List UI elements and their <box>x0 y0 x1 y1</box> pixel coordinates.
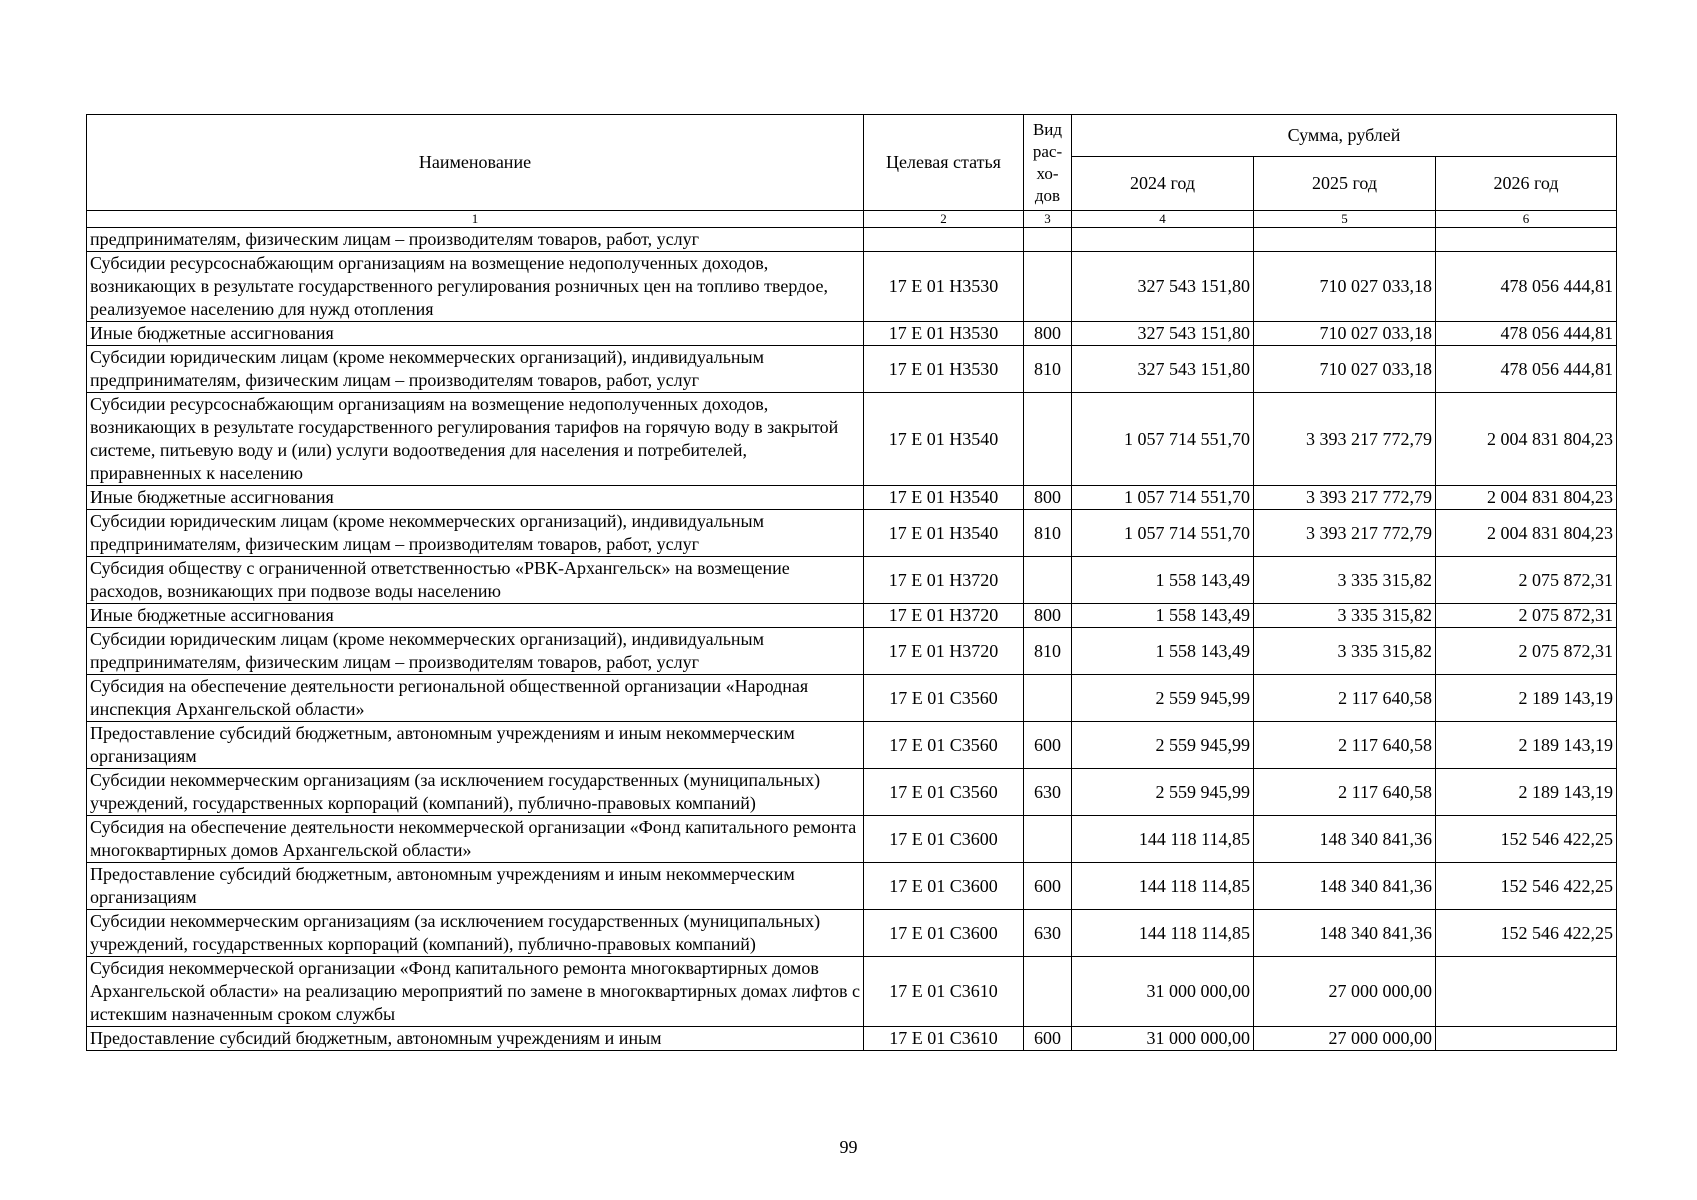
row-sum-2024: 1 057 714 551,70 <box>1072 393 1254 486</box>
row-name: Субсидия некоммерческой организации «Фонд капитального ремонта многоквартирных домов Архангельской области» на реализацию мероприятий по замене в многоквартирных домах лифтов с истекшим назначенным сроком службы <box>87 957 864 1027</box>
budget-table <box>86 114 1617 1051</box>
row-name: Иные бюджетные ассигнования <box>87 322 864 346</box>
row-expense-type: 630 <box>1024 910 1072 957</box>
row-expense-type <box>1024 675 1072 722</box>
table-row <box>87 510 1617 557</box>
row-sum-2024: 327 543 151,80 <box>1072 322 1254 346</box>
row-name: Субсидия обществу с ограниченной ответственностью «РВК-Архангельск» на возмещение расходов, возникающих при подвозе воды населению <box>87 557 864 604</box>
row-name: Субсидии некоммерческим организациям (за исключением государственных (муниципальных) учреждений, государственных корпораций (компаний), публично-правовых компаний) <box>87 910 864 957</box>
table-row <box>87 557 1617 604</box>
row-sum-2025: 3 335 315,82 <box>1254 557 1436 604</box>
table-header <box>87 115 1617 228</box>
row-sum-2026: 2 189 143,19 <box>1436 722 1617 769</box>
row-sum-2025: 148 340 841,36 <box>1254 816 1436 863</box>
row-sum-2025: 3 335 315,82 <box>1254 604 1436 628</box>
row-sum-2025: 2 117 640,58 <box>1254 769 1436 816</box>
header-year-2024: 2024 год <box>1072 157 1254 211</box>
row-expense-type <box>1024 816 1072 863</box>
header-sum: Сумма, рублей <box>1072 115 1617 157</box>
row-sum-2026: 152 546 422,25 <box>1436 863 1617 910</box>
row-sum-2026: 152 546 422,25 <box>1436 910 1617 957</box>
row-target-article: 17 Е 01 Н3720 <box>864 604 1024 628</box>
row-expense-type <box>1024 228 1072 252</box>
row-sum-2024: 2 559 945,99 <box>1072 675 1254 722</box>
row-sum-2025: 148 340 841,36 <box>1254 910 1436 957</box>
table-body <box>87 228 1617 1051</box>
row-target-article: 17 Е 01 С3600 <box>864 863 1024 910</box>
row-name: Субсидии ресурсоснабжающим организациям на возмещение недополученных доходов, возникающих в результате государственного регулирования тарифов на горячую воду в закрытой системе, питьевую воду и (или) услуги водоотведения для населения и потребителей, приравненных к населению <box>87 393 864 486</box>
row-sum-2025: 148 340 841,36 <box>1254 863 1436 910</box>
page-number: 99 <box>839 1137 858 1157</box>
row-target-article: 17 Е 01 Н3530 <box>864 346 1024 393</box>
row-sum-2024: 31 000 000,00 <box>1072 1027 1254 1051</box>
row-sum-2026: 152 546 422,25 <box>1436 816 1617 863</box>
row-target-article: 17 Е 01 Н3540 <box>864 393 1024 486</box>
column-number: 1 <box>87 211 864 228</box>
row-target-article: 17 Е 01 С3610 <box>864 957 1024 1027</box>
table-row <box>87 346 1617 393</box>
row-sum-2025: 710 027 033,18 <box>1254 346 1436 393</box>
header-year-2025: 2025 год <box>1254 157 1436 211</box>
column-number: 2 <box>864 211 1024 228</box>
row-sum-2025: 2 117 640,58 <box>1254 722 1436 769</box>
row-name: Иные бюджетные ассигнования <box>87 486 864 510</box>
row-target-article: 17 Е 01 С3560 <box>864 769 1024 816</box>
row-expense-type: 810 <box>1024 346 1072 393</box>
row-expense-type: 600 <box>1024 1027 1072 1051</box>
row-target-article: 17 Е 01 Н3530 <box>864 322 1024 346</box>
column-number: 5 <box>1254 211 1436 228</box>
row-sum-2025: 3 393 217 772,79 <box>1254 393 1436 486</box>
row-expense-type <box>1024 393 1072 486</box>
row-expense-type <box>1024 252 1072 322</box>
row-target-article: 17 Е 01 Н3530 <box>864 252 1024 322</box>
row-expense-type: 630 <box>1024 769 1072 816</box>
row-name: Иные бюджетные ассигнования <box>87 604 864 628</box>
column-number: 4 <box>1072 211 1254 228</box>
row-sum-2025: 3 393 217 772,79 <box>1254 510 1436 557</box>
row-sum-2026 <box>1436 1027 1617 1051</box>
row-expense-type: 810 <box>1024 510 1072 557</box>
row-sum-2025: 710 027 033,18 <box>1254 252 1436 322</box>
row-sum-2026: 2 004 831 804,23 <box>1436 486 1617 510</box>
row-target-article: 17 Е 01 С3560 <box>864 675 1024 722</box>
row-sum-2025: 27 000 000,00 <box>1254 1027 1436 1051</box>
row-name: Субсидии юридическим лицам (кроме некоммерческих организаций), индивидуальным предпринимателям, физическим лицам – производителям товаров, работ, услуг <box>87 628 864 675</box>
row-sum-2026: 478 056 444,81 <box>1436 346 1617 393</box>
row-expense-type <box>1024 557 1072 604</box>
row-name: Субсидии юридическим лицам (кроме некоммерческих организаций), индивидуальным предпринимателям, физическим лицам – производителям товаров, работ, услуг <box>87 346 864 393</box>
table-row <box>87 393 1617 486</box>
row-expense-type: 600 <box>1024 863 1072 910</box>
row-sum-2024: 144 118 114,85 <box>1072 816 1254 863</box>
row-sum-2025: 27 000 000,00 <box>1254 957 1436 1027</box>
table-row <box>87 486 1617 510</box>
table-row <box>87 228 1617 252</box>
row-expense-type: 800 <box>1024 604 1072 628</box>
table-row <box>87 722 1617 769</box>
row-sum-2026: 2 004 831 804,23 <box>1436 510 1617 557</box>
row-sum-2026: 478 056 444,81 <box>1436 252 1617 322</box>
row-name: Субсидии некоммерческим организациям (за исключением государственных (муниципальных) учреждений, государственных корпораций (компаний), публично-правовых компаний) <box>87 769 864 816</box>
header-expense-type: Вид рас-хо-дов <box>1024 115 1072 211</box>
table-row <box>87 816 1617 863</box>
row-sum-2024: 144 118 114,85 <box>1072 863 1254 910</box>
table-row <box>87 322 1617 346</box>
row-sum-2026: 2 075 872,31 <box>1436 557 1617 604</box>
row-target-article: 17 Е 01 Н3540 <box>864 510 1024 557</box>
table-row <box>87 863 1617 910</box>
row-sum-2026: 2 189 143,19 <box>1436 675 1617 722</box>
table-row <box>87 628 1617 675</box>
row-target-article: 17 Е 01 Н3540 <box>864 486 1024 510</box>
table-row <box>87 957 1617 1027</box>
row-sum-2024: 1 057 714 551,70 <box>1072 510 1254 557</box>
row-sum-2025: 3 393 217 772,79 <box>1254 486 1436 510</box>
row-name: Предоставление субсидий бюджетным, автономным учреждениям и иным некоммерческим организациям <box>87 863 864 910</box>
row-name: Субсидии ресурсоснабжающим организациям на возмещение недополученных доходов, возникающих в результате государственного регулирования розничных цен на топливо твердое, реализуемое населению для нужд отопления <box>87 252 864 322</box>
row-sum-2026: 2 004 831 804,23 <box>1436 393 1617 486</box>
row-sum-2024: 31 000 000,00 <box>1072 957 1254 1027</box>
row-sum-2026: 2 189 143,19 <box>1436 769 1617 816</box>
column-number: 3 <box>1024 211 1072 228</box>
row-target-article: 17 Е 01 Н3720 <box>864 557 1024 604</box>
row-target-article <box>864 228 1024 252</box>
row-expense-type <box>1024 957 1072 1027</box>
table-row <box>87 1027 1617 1051</box>
column-number-row <box>87 211 1617 228</box>
row-expense-type: 800 <box>1024 486 1072 510</box>
row-target-article: 17 Е 01 Н3720 <box>864 628 1024 675</box>
table-row <box>87 252 1617 322</box>
row-sum-2026: 478 056 444,81 <box>1436 322 1617 346</box>
row-sum-2024: 1 558 143,49 <box>1072 604 1254 628</box>
row-target-article: 17 Е 01 С3610 <box>864 1027 1024 1051</box>
row-sum-2024: 2 559 945,99 <box>1072 769 1254 816</box>
row-name: Предоставление субсидий бюджетным, автономным учреждениям и иным некоммерческим организациям <box>87 722 864 769</box>
row-expense-type: 810 <box>1024 628 1072 675</box>
header-target-article: Целевая статья <box>864 115 1024 211</box>
row-sum-2024: 1 057 714 551,70 <box>1072 486 1254 510</box>
row-sum-2024: 327 543 151,80 <box>1072 252 1254 322</box>
row-name: Субсидии юридическим лицам (кроме некоммерческих организаций), индивидуальным предпринимателям, физическим лицам – производителям товаров, работ, услуг <box>87 510 864 557</box>
row-sum-2024: 327 543 151,80 <box>1072 346 1254 393</box>
row-target-article: 17 Е 01 С3600 <box>864 910 1024 957</box>
column-number: 6 <box>1436 211 1617 228</box>
row-sum-2024: 2 559 945,99 <box>1072 722 1254 769</box>
row-name: Субсидия на обеспечение деятельности некоммерческой организации «Фонд капитального ремонта многоквартирных домов Архангельской области» <box>87 816 864 863</box>
row-target-article: 17 Е 01 С3600 <box>864 816 1024 863</box>
row-name: предпринимателям, физическим лицам – производителям товаров, работ, услуг <box>87 228 864 252</box>
row-sum-2025: 3 335 315,82 <box>1254 628 1436 675</box>
row-sum-2024: 1 558 143,49 <box>1072 557 1254 604</box>
row-sum-2026 <box>1436 228 1617 252</box>
row-name: Предоставление субсидий бюджетным, автономным учреждениям и иным <box>87 1027 864 1051</box>
header-year-2026: 2026 год <box>1436 157 1617 211</box>
row-sum-2025 <box>1254 228 1436 252</box>
row-sum-2026: 2 075 872,31 <box>1436 604 1617 628</box>
row-sum-2026: 2 075 872,31 <box>1436 628 1617 675</box>
row-expense-type: 600 <box>1024 722 1072 769</box>
row-sum-2026 <box>1436 957 1617 1027</box>
row-sum-2025: 710 027 033,18 <box>1254 322 1436 346</box>
table-row <box>87 604 1617 628</box>
row-sum-2024: 144 118 114,85 <box>1072 910 1254 957</box>
table-row <box>87 910 1617 957</box>
header-name: Наименование <box>87 115 864 211</box>
row-name: Субсидия на обеспечение деятельности региональной общественной организации «Народная инспекция Архангельской области» <box>87 675 864 722</box>
table-row <box>87 769 1617 816</box>
row-sum-2025: 2 117 640,58 <box>1254 675 1436 722</box>
row-expense-type: 800 <box>1024 322 1072 346</box>
row-target-article: 17 Е 01 С3560 <box>864 722 1024 769</box>
row-sum-2024: 1 558 143,49 <box>1072 628 1254 675</box>
row-sum-2024 <box>1072 228 1254 252</box>
table-row <box>87 675 1617 722</box>
